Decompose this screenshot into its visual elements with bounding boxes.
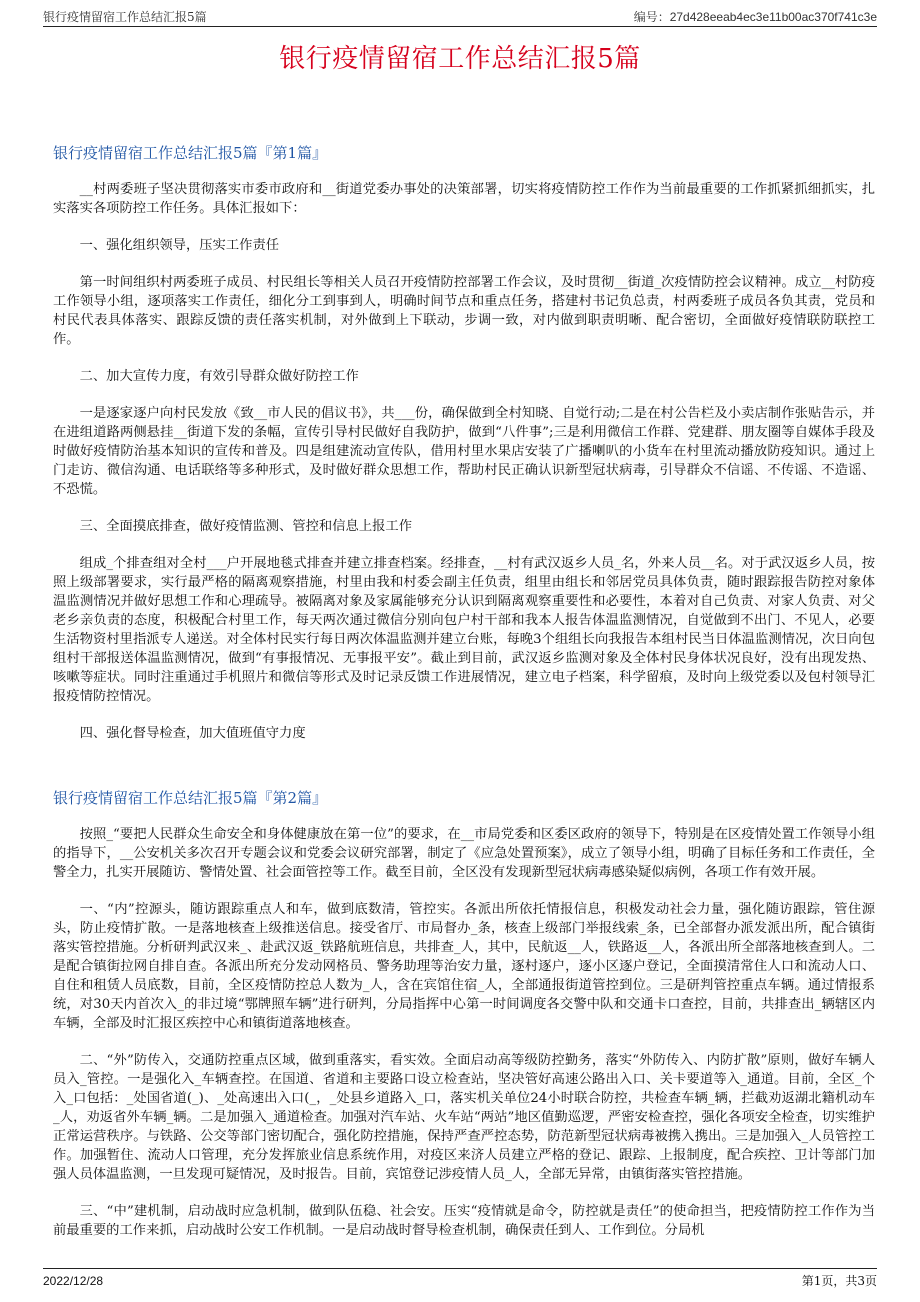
header-doc-number: 编号：27d428eeab4ec3e11b00ac370f741c3e (633, 10, 877, 24)
paragraph: 第一时间组织村两委班子成员、村民组长等相关人员召开疫情防控部署工作会议，及时贯彻__街道_次疫情防控会议精神。成立__村防疫工作领导小组，逐项落实工作责任，细化分工到事到人，明确时间节点和重点任务，搭建村书记负总责，村两委班子成员各负其责，党员和村民代表具体落实、跟踪反馈的责任落实机制，对外做到上下联动，步调一致，对内做到职责明晰、配合密切，全面做好疫情联防联控工作。 (53, 275, 875, 347)
section-heading: 三、全面摸底排查，做好疫情监测、管控和信息上报工作 (79, 519, 413, 534)
paragraph: 按照_“要把人民群众生命安全和身体健康放在第一位”的要求，在__市局党委和区委区政府的领导下，特别是在区疫情处置工作领导小组的指导下，__公安机关多次召开专题会议和党委会议研究部署，制定了《应急处置预案》，成立了领导小组，明确了目标任务和工作责任，全警全力，扎实开展随访、警情处置、社会面管控等工作。截至目前，全区没有发现新型冠状病毒感染疑似病例，各项工作有效开展。 (53, 827, 875, 880)
section-heading: 二、加大宣传力度，有效引导群众做好防控工作 (79, 369, 359, 384)
section-heading: 四、强化督导检查，加大值班值守力度 (79, 726, 306, 741)
document-title: 银行疫情留宿工作总结汇报5篇 (279, 44, 641, 74)
page-footer (43, 1268, 877, 1289)
paragraph: 组成_个排查组对全村___户开展地毯式排查并建立排查档案。经排查，__村有武汉返乡人员_名，外来人员__名。对于武汉返乡人员，按照上级部署要求，实行最严格的隔离观察措施，村里由我和村委会副主任负责，组里由组长和邻居党员具体负责，随时跟踪报告防控对象体温监测情况并做好思想工作和心理疏导。被隔离对象及家属能够充分认识到隔离观察重要性和必要性，本着对自己负责、对家人负责、对父老乡亲负责的态度，积极配合村里工作，每天两次通过微信分别向包户村干部和我本人报告体温监测情况，自觉做到不出门、不见人，必要生活物资村里指派专人递送。对全体村民实行每日两次体温监测并建立台账，每晚3个组组长向我报告本组村民当日体温监测情况，次日向包组村干部报送体温监测情况，做到“有事报情况、无事报平安”。截止到目前，武汉返乡监测对象及全体村民身体状况良好，没有出现发热、咳嗽等症状。同时注重通过手机照片和微信等形式及时记录反馈工作进展情况，建立电子档案，科学留痕，及时向上级党委以及包村领导汇报疫情防控情况。 (53, 556, 875, 704)
section-title-1: 银行疫情留宿工作总结汇报5篇『第1篇』 (53, 144, 328, 162)
section-heading: 一、强化组织领导，压实工作责任 (79, 238, 280, 253)
paragraph: 二、“外”防传入，交通防控重点区域，做到重落实，看实效。全面启动高等级防控勤务，落实“外防传入、内防扩散”原则，做好车辆人员入_管控。一是强化入_车辆查控。在国道、省道和主要路口设立检查站，坚决管好高速公路出入口、关卡要道等入_通道。目前，全区_个入_口包括：_处国省道(_)、_处高速出入口(_，_处县乡道路入_口，落实机关单位24小时联合防控，共检查车辆_辆，拦截劝返湖北籍机动车_人，劝返省外车辆_辆。二是加强入_通道检查。加强对汽车站、火车站“两站”地区值勤巡逻，严密安检查控，强化各项安全检查，切实维护正常运营秩序。与铁路、公交等部门密切配合，强化防控措施，保持严查严控态势，防范新型冠状病毒被携入携出。三是加强入_人员管控工作。加强暂住、流动人口管理，充分发挥旅业信息系统作用，对疫区来济人员建立严格的登记、跟踪、上报制度，配合疾控、卫计等部门加强人员体温监测，一旦发现可疑情况，及时报告。目前，宾馆登记涉疫情人员_人，全部无异常，由镇街落实管控措施。 (53, 1053, 875, 1182)
paragraph: 三、“中”建机制，启动战时应急机制，做到队伍稳、社会安。压实“疫情就是命令，防控就是责任”的使命担当，把疫情防控工作作为当前最重要的工作来抓，启动战时公安工作机制。一是启动战时督导检查机制，确保责任到人、工作到位。分局机 (53, 1204, 875, 1238)
footer-page-number: 第1页，共3页 (801, 1274, 877, 1288)
paragraph: 一、“内”控源头，随访跟踪重点人和车，做到底数清，管控实。各派出所依托情报信息，积极发动社会力量，强化随访跟踪，管住源头，防止疫情扩散。一是落地核查上级推送信息。接受省厅、市局督办_条，核查上级部门举报线索_条，已全部督办派发派出所，配合镇街落实管控措施。分析研判武汉来_、赴武汉返_铁路航班信息，共排查_人，其中，民航返__人，铁路返__人，各派出所全部落地核查到人。二是配合镇街拉网自排自查。各派出所充分发动网格员、警务助理等治安力量，逐村逐户，逐小区逐户登记，全面摸清常住人口和流动人口、自住和租赁人员底数，目前，全区疫情防控总人数为_人，含在宾馆住宿_人，全部通报街道管控到位。三是研判管控重点车辆。通过情报系统，对30天内首次入_的非过境“鄂牌照车辆”进行研判，分局指挥中心第一时间调度各交警中队和交通卡口查控，目前，共排查出_辆辖区内车辆，全部及时汇报区疾控中心和镇街道落地核查。 (53, 902, 875, 1031)
section-title-2: 银行疫情留宿工作总结汇报5篇『第2篇』 (53, 789, 328, 807)
page-header (43, 8, 877, 27)
document-body (53, 142, 875, 1258)
footer-date: 2022/12/28 (43, 1274, 104, 1288)
header-doc-name: 银行疫情留宿工作总结汇报5篇 (43, 10, 207, 24)
paragraph: __村两委班子坚决贯彻落实市委市政府和__街道党委办事处的决策部署，切实将疫情防控工作作为当前最重要的工作抓紧抓细抓实，扎实落实各项防控工作任务。具体汇报如下： (53, 182, 875, 216)
paragraph: 一是逐家逐户向村民发放《致__市人民的倡议书》，共___份，确保做到全村知晓、自觉行动;二是在村公告栏及小卖店制作张贴告示，并在进组道路两侧悬挂__街道下发的条幅，宣传引导村民做好自我防护，做到“八件事”;三是利用微信工作群、党建群、朋友圈等自媒体手段及时做好疫情防治基本知识的宣传和普及。四是组建流动宣传队，借用村里水果店安装了广播喇叭的小货车在村里流动播放防疫知识。通过上门走访、微信沟通、电话联络等多种形式，及时做好群众思想工作，帮助村民正确认识新型冠状病毒，引导群众不信谣、不传谣、不造谣、不恐慌。 (53, 406, 875, 497)
